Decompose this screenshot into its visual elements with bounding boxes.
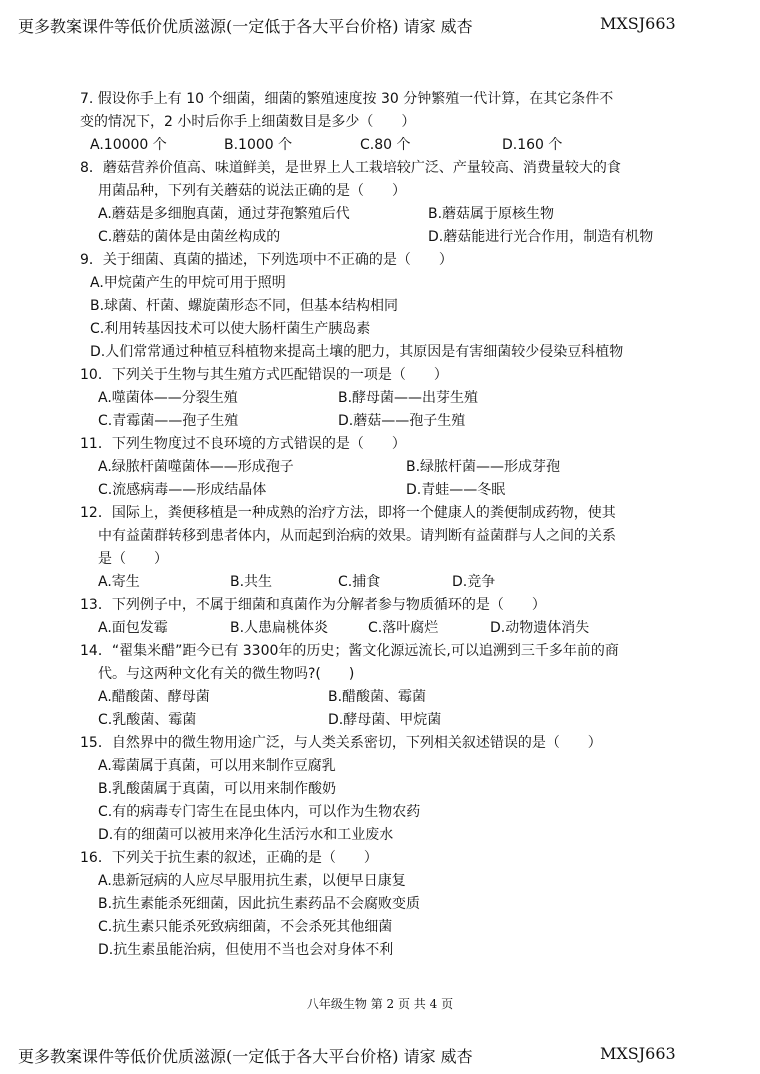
option-b: B.蘑菇属于原核生物 bbox=[428, 206, 555, 222]
question-15 bbox=[80, 732, 680, 847]
option-b: B.绿脓杆菌——形成芽孢 bbox=[406, 459, 561, 475]
option-c: C.利用转基因技术可以使大肠杆菌生产胰岛素 bbox=[90, 321, 371, 337]
option-row bbox=[80, 456, 680, 479]
option-row bbox=[80, 571, 680, 594]
option-d: D.动物遗体消失 bbox=[490, 620, 590, 636]
option-row bbox=[80, 617, 680, 640]
option-row bbox=[80, 410, 680, 433]
option-d: D.蘑菇能进行光合作用，制造有机物 bbox=[428, 229, 654, 245]
option-row bbox=[80, 686, 680, 709]
option-a: A.绿脓杆菌噬菌体——形成孢子 bbox=[98, 459, 294, 475]
question-10 bbox=[80, 364, 680, 433]
banner-text: 更多教案课件等低价优质滋源(一定低于各大平台价格) 请家 威杏 bbox=[18, 17, 473, 36]
option-d: D.竞争 bbox=[452, 574, 496, 590]
question-7 bbox=[80, 88, 680, 157]
option-a: A.面包发霉 bbox=[98, 620, 168, 636]
option-a: A.醋酸菌、酵母菌 bbox=[98, 689, 210, 705]
question-stem: 8．蘑菇营养价值高、味道鲜美，是世界上人工栽培较广泛、产量较高、消费量较大的食 bbox=[80, 160, 621, 176]
option-b: B.球菌、杆菌、螺旋菌形态不同，但基本结构相同 bbox=[90, 298, 399, 314]
option-d: D.160 个 bbox=[502, 137, 563, 153]
option-c: C.流感病毒——形成结晶体 bbox=[98, 482, 267, 498]
question-list bbox=[80, 88, 680, 962]
banner-text: 更多教案课件等低价优质滋源(一定低于各大平台价格) 请家 威杏 bbox=[18, 1047, 473, 1066]
question-9 bbox=[80, 249, 680, 364]
option-row bbox=[80, 709, 680, 732]
option-c: C.捕食 bbox=[338, 574, 381, 590]
option-a: A.霉菌属于真菌，可以用来制作豆腐乳 bbox=[98, 758, 336, 774]
option-c: C.80 个 bbox=[360, 137, 411, 153]
option-a: A.甲烷菌产生的甲烷可用于照明 bbox=[90, 275, 286, 291]
question-stem: 16．下列关于抗生素的叙述，正确的是（ ） bbox=[80, 850, 378, 866]
option-row bbox=[80, 387, 680, 410]
question-stem: 用菌品种，下列有关蘑菇的说法正确的是（ ） bbox=[98, 183, 406, 199]
question-11 bbox=[80, 433, 680, 502]
option-a: A.患新冠病的人应尽早服用抗生素，以便早日康复 bbox=[98, 873, 406, 889]
header-banner bbox=[0, 10, 760, 40]
option-row bbox=[80, 203, 680, 226]
option-b: B.共生 bbox=[230, 574, 273, 590]
option-c: C.乳酸菌、霉菌 bbox=[98, 712, 197, 728]
option-row bbox=[80, 479, 680, 502]
option-d: D.酵母菌、甲烷菌 bbox=[328, 712, 442, 728]
question-stem: 是（ ） bbox=[98, 551, 168, 567]
option-d: D.蘑菇——孢子生殖 bbox=[338, 413, 466, 429]
banner-code: MXSJ663 bbox=[600, 1044, 676, 1063]
option-d: D.青蛙——冬眠 bbox=[406, 482, 506, 498]
option-d: D.抗生素虽能治病，但使用不当也会对身体不利 bbox=[98, 942, 394, 958]
option-b: B.1000 个 bbox=[224, 137, 293, 153]
question-stem: 代。与这两种文化有关的微生物吗?( ) bbox=[98, 666, 355, 682]
option-c: C.青霉菌——孢子生殖 bbox=[98, 413, 239, 429]
footer-banner bbox=[0, 1040, 760, 1070]
option-a: A.蘑菇是多细胞真菌，通过芽孢繁殖后代 bbox=[98, 206, 350, 222]
question-stem: 9．关于细菌、真菌的描述，下列选项中不正确的是（ ） bbox=[80, 252, 453, 268]
question-stem: 7. 假设你手上有 10 个细菌，细菌的繁殖速度按 30 分钟繁殖一代计算，在其它条件不 bbox=[80, 91, 614, 107]
question-stem: 中有益菌群转移到患者体内，从而起到治病的效果。请判断有益菌群与人之间的关系 bbox=[98, 528, 616, 544]
option-c: C.蘑菇的菌体是由菌丝构成的 bbox=[98, 229, 281, 245]
question-stem: 11．下列生物度过不良环境的方式错误的是（ ） bbox=[80, 436, 406, 452]
option-a: A.10000 个 bbox=[90, 137, 167, 153]
question-14 bbox=[80, 640, 680, 732]
option-row bbox=[80, 134, 680, 157]
option-c: C.有的病毒专门寄生在昆虫体内，可以作为生物农药 bbox=[98, 804, 421, 820]
option-b: B.乳酸菌属于真菌，可以用来制作酸奶 bbox=[98, 781, 337, 797]
question-stem: 13．下列例子中，不属于细菌和真菌作为分解者参与物质循环的是（ ） bbox=[80, 597, 546, 613]
option-b: B.酵母菌——出芽生殖 bbox=[338, 390, 479, 406]
option-d: D.人们常常通过种植豆科植物来提高土壤的肥力，其原因是有害细菌较少侵染豆科植物 bbox=[90, 344, 624, 360]
question-8 bbox=[80, 157, 680, 249]
option-a: A.噬菌体——分裂生殖 bbox=[98, 390, 238, 406]
question-12 bbox=[80, 502, 680, 594]
option-a: A.寄生 bbox=[98, 574, 140, 590]
question-16 bbox=[80, 847, 680, 962]
option-row bbox=[80, 226, 680, 249]
option-b: B.人患扁桃体炎 bbox=[230, 620, 329, 636]
page-footer: 八年级生物 第 2 页 共 4 页 bbox=[306, 997, 454, 1011]
option-b: B.抗生素能杀死细菌，因此抗生素药品不会腐败变质 bbox=[98, 896, 421, 912]
option-c: C.抗生素只能杀死致病细菌，不会杀死其他细菌 bbox=[98, 919, 393, 935]
banner-code: MXSJ663 bbox=[600, 14, 676, 33]
question-stem: 14．“翟集米醋”距今已有 3300年的历史；酱文化源远流长,可以追溯到三千多年前的商 bbox=[80, 643, 619, 659]
option-c: C.落叶腐烂 bbox=[368, 620, 439, 636]
question-stem: 12．国际上，粪便移植是一种成熟的治疗方法，即将一个健康人的粪便制成药物，使其 bbox=[80, 505, 616, 521]
option-d: D.有的细菌可以被用来净化生活污水和工业废水 bbox=[98, 827, 394, 843]
question-stem: 10．下列关于生物与其生殖方式匹配错误的一项是（ ） bbox=[80, 367, 448, 383]
option-b: B.醋酸菌、霉菌 bbox=[328, 689, 427, 705]
question-stem: 15．自然界中的微生物用途广泛，与人类关系密切，下列相关叙述错误的是（ ） bbox=[80, 735, 602, 751]
question-stem: 变的情况下，2 小时后你手上细菌数目是多少（ ） bbox=[80, 114, 416, 130]
question-13 bbox=[80, 594, 680, 640]
